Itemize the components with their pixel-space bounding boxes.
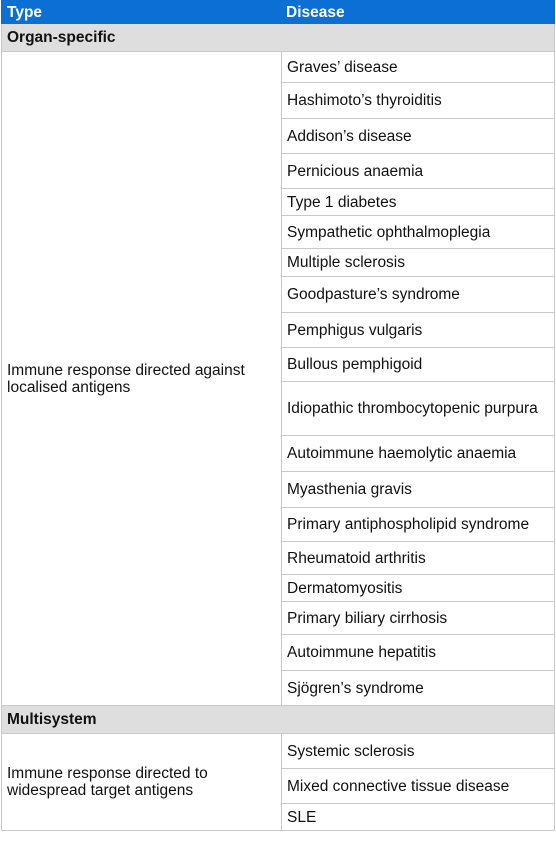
disease-cell: Mixed connective tissue disease xyxy=(282,769,555,804)
disease-cell: Multiple sclerosis xyxy=(282,249,555,277)
disease-cell: Pernicious anaemia xyxy=(282,154,555,189)
disease-cell: Sjögren’s syndrome xyxy=(282,671,555,706)
disease-cell: Primary biliary cirrhosis xyxy=(282,602,555,635)
disease-cell: Addison’s disease xyxy=(282,119,555,154)
disease-cell: Bullous pemphigoid xyxy=(282,348,555,382)
disease-cell: SLE xyxy=(282,804,555,831)
type-cell-multisystem: Immune response directed to widespread target antigens xyxy=(2,734,282,831)
disease-cell: Hashimoto’s thyroiditis xyxy=(282,83,555,119)
disease-cell: Myasthenia gravis xyxy=(282,472,555,508)
disease-cell: Graves’ disease xyxy=(282,52,555,83)
section-title-multisystem: Multisystem xyxy=(2,706,555,734)
table-row xyxy=(2,734,555,769)
disease-cell: Type 1 diabetes xyxy=(282,189,555,216)
header-type: Type xyxy=(2,1,282,24)
disease-cell: Goodpasture’s syndrome xyxy=(282,277,555,313)
type-cell-organ-specific: Immune response directed against localised antigens xyxy=(2,52,282,706)
section-row xyxy=(2,706,555,734)
disease-cell: Sympathetic ophthalmoplegia xyxy=(282,216,555,249)
header-disease: Disease xyxy=(282,1,555,24)
disease-table xyxy=(1,0,555,831)
disease-cell: Systemic sclerosis xyxy=(282,734,555,769)
disease-cell: Primary antiphospholipid syndrome xyxy=(282,508,555,542)
disease-cell: Dermatomyositis xyxy=(282,575,555,602)
table-row xyxy=(2,52,555,83)
disease-cell: Rheumatoid arthritis xyxy=(282,542,555,575)
section-row xyxy=(2,24,555,52)
section-title-organ-specific: Organ-specific xyxy=(2,24,555,52)
header-row xyxy=(2,1,555,24)
disease-cell: Pemphigus vulgaris xyxy=(282,313,555,348)
disease-cell: Idiopathic thrombocytopenic purpura xyxy=(282,382,555,436)
disease-cell: Autoimmune haemolytic anaemia xyxy=(282,436,555,472)
disease-cell: Autoimmune hepatitis xyxy=(282,635,555,671)
